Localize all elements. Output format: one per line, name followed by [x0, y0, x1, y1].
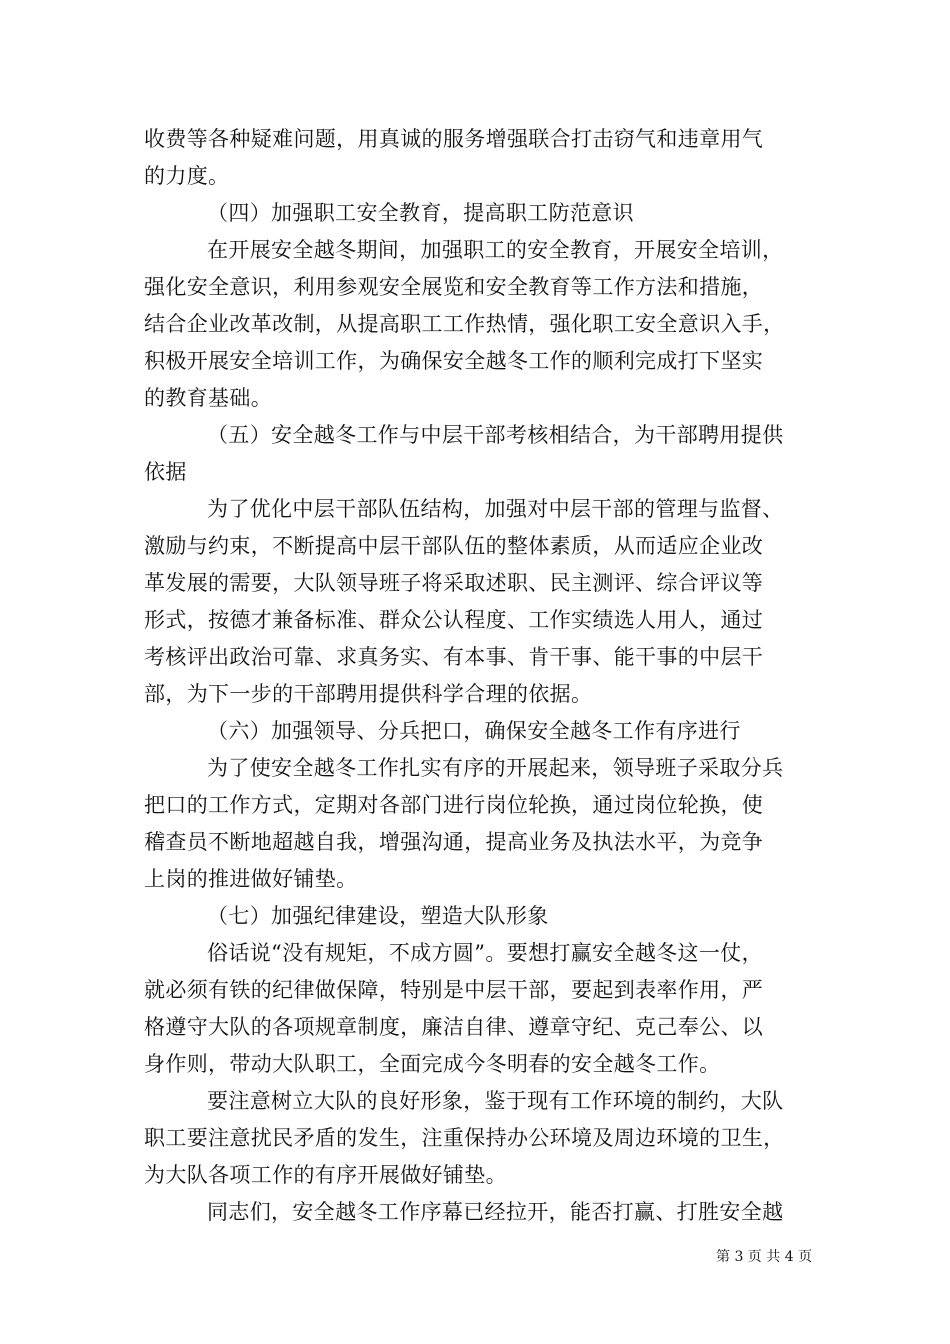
- body-line: 为大队各项工作的有序开展做好铺垫。: [144, 1163, 507, 1187]
- body-line: 考核评出政治可靠、求真务实、有本事、肯干事、能干事的中层干: [144, 645, 764, 669]
- body-line: 激励与约束，不断提高中层干部队伍的整体素质，从而适应企业改: [144, 534, 764, 558]
- paragraph-start: 同志们，安全越冬工作序幕已经拉开，能否打赢、打胜安全越: [207, 1200, 784, 1224]
- body-line: 格遵守大队的各项规章制度，廉洁自律、遵章守纪、克己奉公、以: [144, 1015, 764, 1039]
- paragraph-start: 俗话说“没有规矩，不成方圆”。要想打赢安全越冬这一仗，: [207, 941, 763, 965]
- section-heading-4: （四）加强职工安全教育，提高职工防范意识: [207, 201, 634, 225]
- section-heading-6: （六）加强领导、分兵把口，确保安全越冬工作有序进行: [207, 719, 741, 743]
- body-line: 的力度。: [144, 164, 230, 188]
- section-heading-5-cont: 依据: [144, 460, 187, 484]
- body-line: 的教育基础。: [144, 386, 273, 410]
- body-line: 把口的工作方式，定期对各部门进行岗位轮换，通过岗位轮换，使: [144, 793, 764, 817]
- body-line: 部，为下一步的干部聘用提供科学合理的依据。: [144, 682, 593, 706]
- paragraph-start: 在开展安全越冬期间，加强职工的安全教育，开展安全培训，: [207, 238, 784, 262]
- section-heading-7: （七）加强纪律建设，塑造大队形象: [207, 904, 549, 928]
- body-line: 上岗的推进做好铺垫。: [144, 867, 358, 891]
- body-line: 革发展的需要，大队领导班子将采取述职、民主测评、综合评议等: [144, 571, 764, 595]
- paragraph-start: 为了使安全越冬工作扎实有序的开展起来，领导班子采取分兵: [207, 756, 784, 780]
- body-line: 稽查员不断地超越自我，增强沟通，提高业务及执法水平，为竞争: [144, 830, 764, 854]
- paragraph-start: 要注意树立大队的良好形象，鉴于现有工作环境的制约，大队: [207, 1089, 784, 1113]
- body-line: 积极开展安全培训工作，为确保安全越冬工作的顺利完成打下坚实: [144, 349, 764, 373]
- page-number: 第 3 页 共 4 页: [716, 1249, 813, 1265]
- body-line: 职工要注意扰民矛盾的发生，注重保持办公环境及周边环境的卫生，: [144, 1126, 785, 1150]
- document-body: [144, 121, 812, 1231]
- body-line: 强化安全意识，利用参观安全展览和安全教育等工作方法和措施，: [144, 275, 764, 299]
- paragraph-start: 为了优化中层干部队伍结构，加强对中层干部的管理与监督、: [207, 497, 784, 521]
- body-line: 就必须有铁的纪律做保障，特别是中层干部，要起到表率作用，严: [144, 978, 764, 1002]
- body-line: 形式，按德才兼备标准、群众公认程度、工作实绩选人用人，通过: [144, 608, 764, 632]
- body-line: 身作则，带动大队职工，全面完成今冬明春的安全越冬工作。: [144, 1052, 721, 1076]
- section-heading-5: （五）安全越冬工作与中层干部考核相结合，为干部聘用提供: [207, 423, 784, 447]
- body-line: 收费等各种疑难问题，用真诚的服务增强联合打击窃气和违章用气: [144, 127, 764, 151]
- body-line: 结合企业改革改制，从提高职工工作热情，强化职工安全意识入手，: [144, 312, 785, 336]
